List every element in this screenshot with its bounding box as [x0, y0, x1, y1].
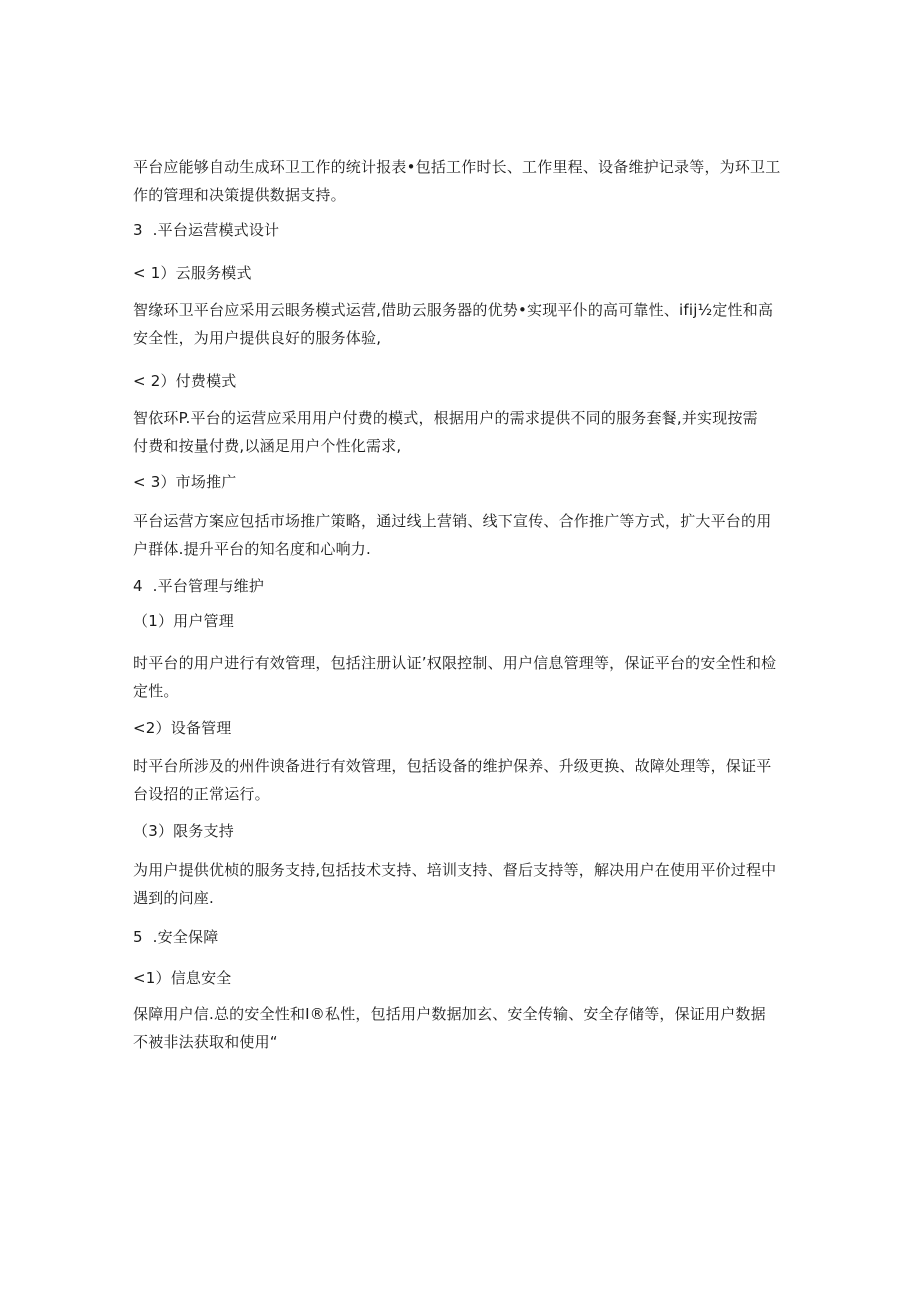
paragraph-information-security: [133, 1000, 795, 1056]
subheading-device-management: <2）设备管理: [133, 719, 232, 737]
paragraph-line: 不被非法获取和使用“: [133, 1033, 278, 1051]
subheading-payment-mode: < 2）付费模式: [133, 372, 237, 390]
paragraph-payment-mode: [133, 404, 795, 460]
paragraph-device-management: [133, 752, 795, 808]
paragraph-statistics-report: [133, 153, 795, 209]
paragraph-line: 平台运营方案应包括市场推广策略，通过线上营销、线下宣传、合作推广等方式，扩大平台的用: [133, 512, 772, 530]
paragraph-line: 时平台所涉及的州件谀备进行有效管理，包括设备的维护保养、升级更换、故障处理等，保证平: [133, 757, 772, 775]
paragraph-line: 定性。: [133, 682, 179, 700]
paragraph-line: 安全性，为用户提供良好的服务体验,: [133, 329, 382, 347]
paragraph-line: 保障用户信.总的安全性和I®私性，包括用户数据加玄、安全传输、安全存储等，保证用户数据: [133, 1005, 766, 1023]
paragraph-line: 智依环P.平台的运营应采用用户付费的模式，根据用户的需求提供不同的服务套餐,并实现按需: [133, 409, 758, 427]
paragraph-line: 台设招的正常运行。: [133, 785, 270, 803]
paragraph-user-management: [133, 649, 795, 705]
subheading-cloud-service: < 1）云服务模式: [133, 264, 252, 282]
paragraph-market-promotion: [133, 507, 795, 563]
section-heading-3: 3 .平台运营模式设计: [133, 221, 280, 239]
subheading-service-support: （3）限务支持: [133, 822, 234, 840]
section-heading-5: 5 .安全保障: [133, 928, 219, 946]
paragraph-line: 作的管理和决策提供数据支持。: [133, 186, 346, 204]
paragraph-line: 智缘环卫平台应采用云眼务模式运营,借助云服务器的优势•实现平仆的高可靠性、ifij½定性和高: [133, 301, 774, 319]
paragraph-line: 遇到的问座.: [133, 889, 214, 907]
paragraph-line: 为用户提供优桢的服务支持,包括技术支持、培训支持、督后支持等，解决用户在使用平价过程中: [133, 861, 777, 879]
paragraph-line: 时平台的用户进行有效管理，包括注册认证’权限控制、用户信息管理等，保证平台的安全性和检: [133, 654, 777, 672]
paragraph-cloud-service: [133, 296, 795, 352]
paragraph-line: 户群体.提升平台的知名度和心响力.: [133, 540, 371, 558]
subheading-market-promotion: < 3）市场推广: [133, 473, 237, 491]
subheading-user-management: （1）用户管理: [133, 612, 234, 630]
paragraph-service-support: [133, 856, 795, 912]
section-heading-4: 4 .平台管理与维护: [133, 577, 265, 595]
paragraph-line: 付费和按量付费,以涵足用户个性化需求,: [133, 437, 402, 455]
paragraph-line: 平台应能够自动生成环卫工作的统计报表•包括工作时长、工作里程、设备维护记录等，为环卫工: [133, 158, 781, 176]
subheading-information-security: <1）信息安全: [133, 969, 232, 987]
